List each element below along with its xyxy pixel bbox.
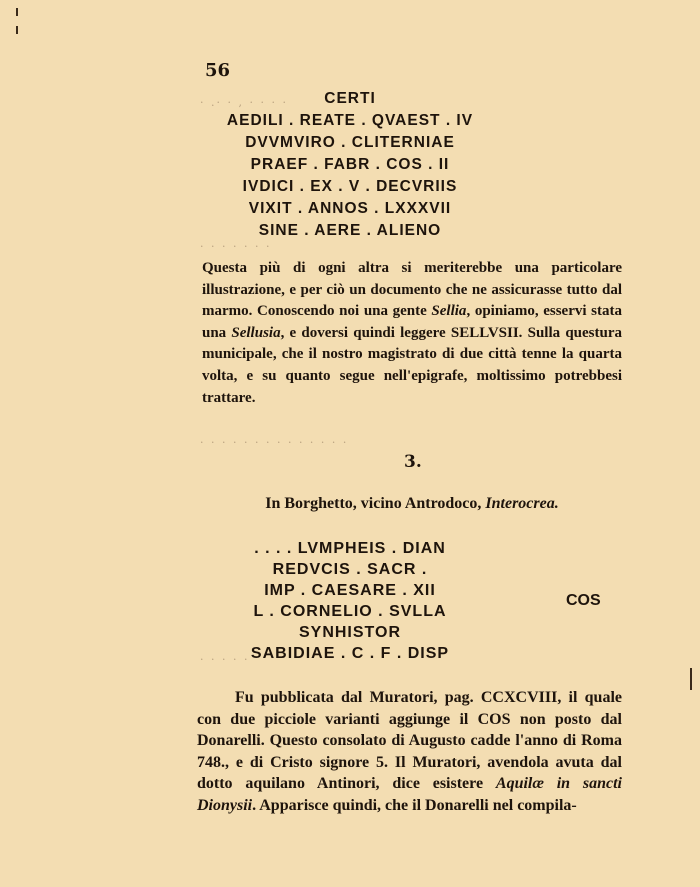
inscription-line: SABIDIAE . C . F . DISP (250, 645, 450, 662)
inscription-line: PRAEF . FABR . COS . II (250, 156, 450, 173)
para-text: Fu pubblicata dal Muratori, pag. CCXCVIII, il quale con due picciole varianti aggiunge il COS non posto dal Donarelli. Questo consolato di Augusto cadde l'anno di Roma 748., e di Cristo signore 5. Il Muratori, avendola avuta dal dotto aquilano Antinori, dice esistere (197, 689, 622, 793)
inscription-line: IVDICI . EX . V . DECVRIIS (242, 178, 458, 195)
para-text: . Apparisce quindi, che il Donarelli nel compila- (252, 796, 577, 814)
location-heading (0, 495, 700, 513)
bleed-through-text: · · · · · (200, 653, 250, 666)
inscription-line: CERTI (324, 90, 376, 107)
commentary-paragraph-2 (197, 687, 622, 817)
inscription-line: REDVCIS . SACR . (272, 561, 428, 578)
inscription-line: AEDILI . REATE . QVAEST . IV (226, 112, 474, 129)
inscription-line: VIXIT . ANNOS . LXXXVII (248, 200, 452, 217)
inscription-line: . . . . LVMPHEIS . DIAN (254, 540, 446, 557)
para-italic: Sellia (431, 303, 467, 320)
side-note: COS (566, 592, 601, 609)
bleed-through-text: · · · · · · · (200, 240, 272, 253)
inscription-line: SYNHISTOR (298, 624, 402, 641)
margin-mark (16, 26, 18, 34)
inscription-1 (0, 88, 700, 242)
bleed-through-text: · .· · , · · · · (200, 96, 288, 109)
commentary-paragraph-1 (202, 258, 622, 409)
bleed-through-text: · · · · · · · · · · · · · · (200, 436, 349, 449)
margin-mark (690, 668, 692, 690)
inscription-line: DVVMVIRO . CLITERNIAE (245, 134, 455, 151)
para-text: , e doversi quindi leggere SELLVSII. Sulla questura municipale, che il nostro magistrato di due città tenne la quarta volta, e su quanto segue nell'epigrafe, moltissimo potrebbesi trattare. (202, 324, 623, 406)
location-text: In Borghetto, vicino Antrodoco, (265, 495, 486, 512)
para-italic: Sellusia (231, 324, 281, 341)
section-number: 3. (404, 452, 422, 472)
inscription-line: L . CORNELIO . SVLLA (253, 603, 447, 620)
para-italic: Aquilæ in sancti Dionysii (197, 775, 622, 814)
inscription-line: SINE . AERE . ALIENO (258, 222, 442, 239)
para-text: , opiniamo, esservi stata una (202, 303, 622, 341)
inscription-line: IMP . CAESARE . XII (264, 582, 436, 599)
para-text: Questa più di ogni altra si meriterebbe una particolare illustrazione, e per ciò un documento che ne assicurasse tutto dal marmo. Conoscendo noi una gente (202, 260, 622, 320)
margin-mark (16, 8, 18, 16)
location-italic: Interocrea. (485, 495, 559, 512)
page-number: 56 (205, 60, 231, 81)
